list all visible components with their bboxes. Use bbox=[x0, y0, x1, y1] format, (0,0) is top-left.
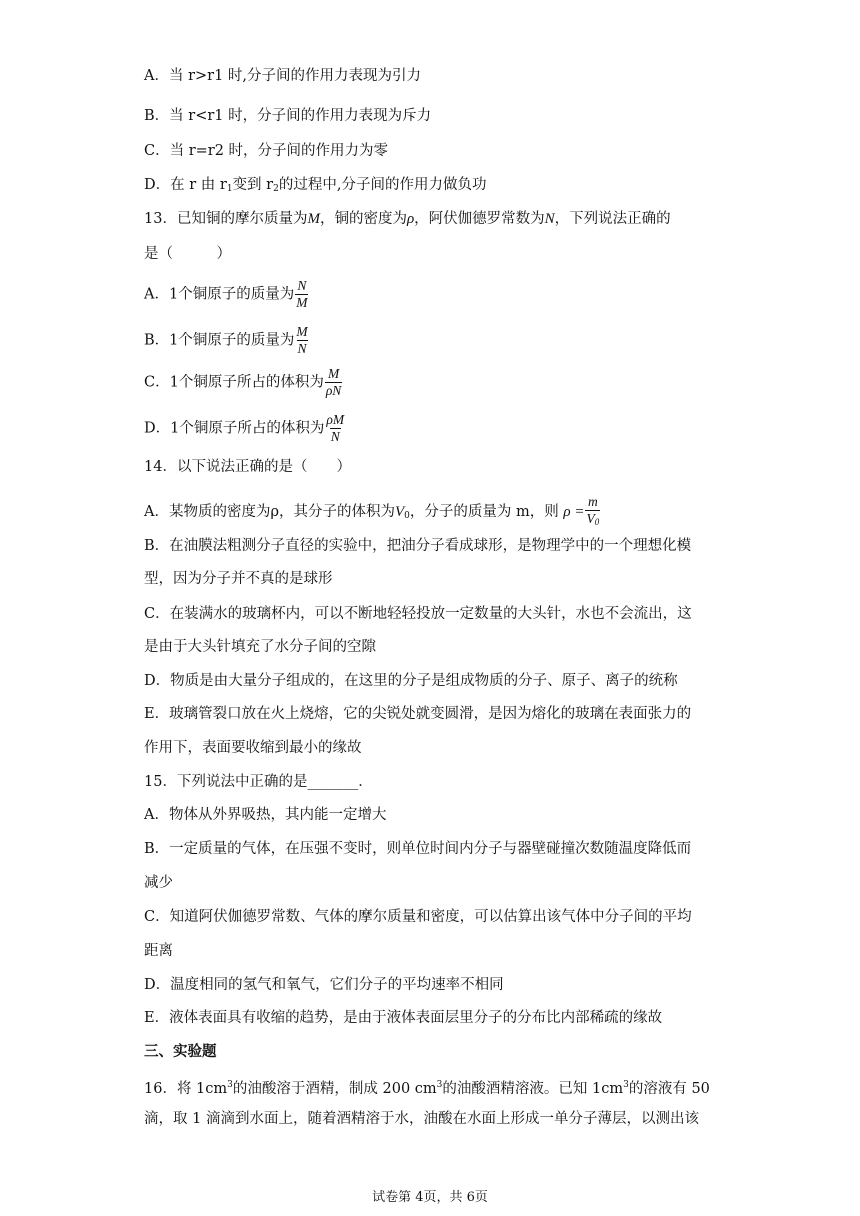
q15-option-d: D．温度相同的氢气和氧气，它们分子的平均速率不相同 bbox=[144, 977, 504, 993]
q13-a-fraction: $\frac{N}{M}$ bbox=[296, 278, 308, 310]
q15-option-c-line2: 距离 bbox=[144, 943, 173, 959]
q14-option-b-line1: B．在油膜法粗测分子直径的实验中，把油分子看成球形，是物理学中的一个理想化模 bbox=[144, 538, 692, 554]
q15-option-b-line1: B．一定质量的气体，在压强不变时，则单位时间内分子与器壁碰撞次数随温度降低而 bbox=[144, 841, 692, 857]
q15-option-a: A．物体从外界吸热，其内能一定增大 bbox=[144, 807, 387, 823]
q12-option-b: B．当 r<r1 时，分子间的作用力表现为斥力 bbox=[144, 108, 432, 124]
q13-c-fraction: $\frac{M}{\rho N}$ bbox=[325, 366, 342, 398]
q15-option-c-line1: C．知道阿伏伽德罗常数、气体的摩尔质量和密度，可以估算出该气体中分子间的平均 bbox=[144, 909, 692, 925]
q12-option-c: C．当 r=r2 时，分子间的作用力为零 bbox=[144, 143, 389, 159]
q14-a-fraction: $\frac{m}{V_0}$ bbox=[586, 494, 600, 527]
q14-option-b-line2: 型，因为分子并不真的是球形 bbox=[144, 571, 333, 587]
q14-stem: 14．以下说法正确的是（ ） bbox=[144, 459, 351, 475]
q15-option-e: E．液体表面具有收缩的趋势，是由于液体表面层里分子的分布比内部稀疏的缘故 bbox=[144, 1010, 663, 1026]
q14-option-c-line1: C．在装满水的玻璃杯内，可以不断地轻轻投放一定数量的大头针，水也不会流出，这 bbox=[144, 606, 692, 622]
q14-option-c-line2: 是由于大头针填充了水分子间的空隙 bbox=[144, 639, 376, 655]
q15-stem: 15．下列说法中正确的是_______． bbox=[144, 774, 373, 790]
q13-option-d: D．1个铜原子所占的体积为 $\frac{\rho M}{N}$ bbox=[144, 412, 345, 444]
q13-option-b: B．1个铜原子的质量为 $\frac{M}{N}$ bbox=[144, 324, 308, 356]
page-footer: 试卷第 4页，共 6页 bbox=[372, 1190, 488, 1205]
q16-line2: 滴，取 1 滴滴到水面上，随着酒精溶于水，油酸在水面上形成一单分子薄层，以测出该 bbox=[144, 1111, 699, 1127]
q14-option-a: A．某物质的密度为ρ，其分子的体积为$V_0$，分子的质量为 m，则 ρ = $\frac{m}{V_0}$ bbox=[144, 494, 600, 527]
q13-option-a: A．1个铜原子的质量为 $\frac{N}{M}$ bbox=[144, 278, 308, 310]
q14-option-e-line2: 作用下，表面要收缩到最小的缘故 bbox=[144, 740, 362, 756]
q14-option-e-line1: E．玻璃管裂口放在火上烧熔，它的尖锐处就变圆滑，是因为熔化的玻璃在表面张力的 bbox=[144, 706, 692, 722]
q13-stem-line2: 是（ ） bbox=[144, 246, 231, 262]
q13-b-fraction: $\frac{M}{N}$ bbox=[296, 324, 308, 356]
q15-option-b-line2: 减少 bbox=[144, 875, 173, 891]
q13-option-c: C．1个铜原子所占的体积为 $\frac{M}{\rho N}$ bbox=[144, 366, 342, 398]
q16-line1: 16．将 $1cm^3$的油酸溶于酒精，制成 200 $cm^3$的油酸酒精溶液。已知 $1cm^3$的溶液有 50 bbox=[144, 1080, 710, 1097]
q14-option-d: D．物质是由大量分子组成的，在这里的分子是组成物质的分子、原子、离子的统称 bbox=[144, 673, 678, 689]
q13-d-fraction: $\frac{\rho M}{N}$ bbox=[326, 412, 345, 444]
q12-option-d: D．在 r 由 $r_1$变到 $r_2$的过程中,分子间的作用力做负功 bbox=[144, 177, 487, 194]
q13-stem: 13．已知铜的摩尔质量为M，铜的密度为ρ，阿伏伽德罗常数为N，下列说法正确的 bbox=[144, 211, 671, 227]
q12-option-a: A．当 r>r1 时,分子间的作用力表现为引力 bbox=[144, 68, 422, 84]
section-title-experiment: 三、实验题 bbox=[144, 1044, 217, 1060]
